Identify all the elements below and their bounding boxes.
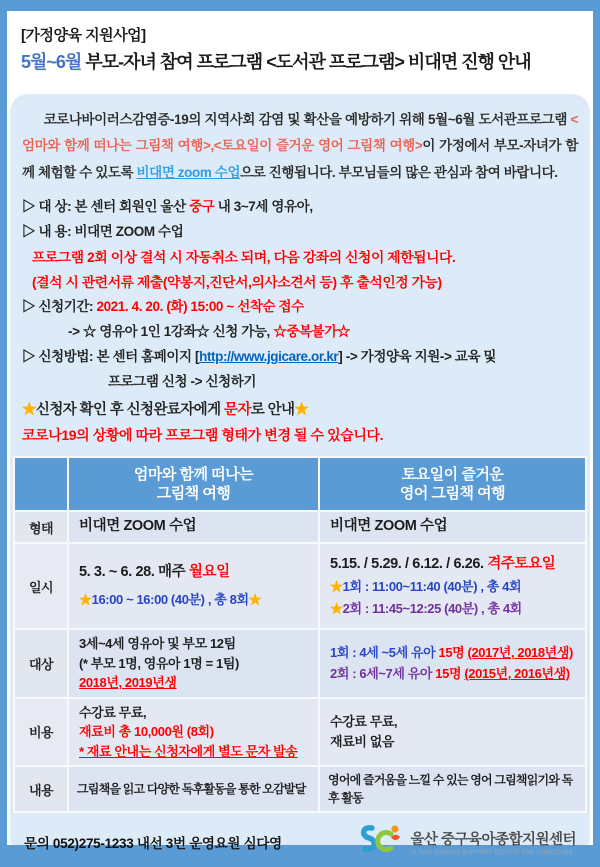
period-value: 2021. 4. 20. (화) 15:00 ~ 선착순 접수	[96, 299, 304, 315]
header-program1	[69, 458, 318, 510]
intro-text-2: 이 가정에서 부모-자녀가 함께 체험할 수 있도록	[22, 138, 578, 180]
program1-title-line1: 엄마와 함께 떠나는	[133, 465, 254, 483]
zoom-class-highlight: 비대면 zoom 수업	[136, 164, 241, 180]
schedule2-date-text: 5.15. / 5.29. / 6.12. / 6.26.	[330, 555, 488, 572]
row-label-schedule: 일시	[15, 544, 67, 628]
detail-target	[22, 195, 578, 220]
category-label: [가정양육 지원사업]	[21, 27, 146, 44]
fee1-line1: 수강료 무료,	[79, 704, 147, 720]
target2-count1: 15명	[438, 644, 468, 660]
title-month-highlight: 5월~6월	[21, 52, 82, 72]
absence-warning-2: (결석 시 관련서류 제출(약봉지,진단서,의사소견서 등) 후 출석인정 가능)	[32, 274, 442, 290]
text-section	[10, 107, 590, 449]
header-program2	[320, 458, 585, 510]
target-suffix: 내 3~7세 영유아,	[214, 198, 313, 214]
center-name-english: ULSAN JUNGGU SUPPORT CENTER FOR CHILDCARE	[410, 849, 574, 856]
program2-title-line1: 토요일이 즐거운	[401, 465, 504, 483]
schedule2-day-highlight: 격주토요일	[487, 555, 556, 572]
method-prefix: ▷ 신청방법: 본 센터 홈페이지 [	[22, 349, 200, 364]
program-names-highlight: <엄마와 함께 떠나는 그림책 여행>,<토요일이 즐거운 영어 그림책 여행>	[22, 112, 578, 154]
center-logo-text	[410, 828, 576, 856]
header-empty-cell	[15, 458, 67, 510]
detail-method	[22, 345, 578, 370]
detail-limit	[22, 320, 578, 345]
intro-text-3: 으로 진행됩니다. 부모님들의 많은 관심과 참여 바랍니다.	[240, 164, 558, 180]
page-title	[21, 48, 583, 74]
intro-paragraph	[22, 107, 578, 186]
schedule2-time1	[330, 577, 577, 597]
program-table	[13, 456, 587, 813]
content-program2: 영어에 즐거움을 느낄 수 있는 영어 그림책읽기와 독후 활동	[320, 767, 585, 811]
center-logo-icon	[358, 821, 404, 862]
fee-program1	[69, 699, 318, 766]
fee1-line2: 재료비 총 10,000원 (8회)	[79, 724, 214, 740]
absence-warning-1: 프로그램 2회 이상 결석 시 자동취소 되며, 다음 강좌의 신청이 제한됩니다.	[32, 249, 456, 265]
footer	[10, 813, 590, 862]
corona-change-notice: 코로나19의 상황에 따라 프로그램 형태가 변경 될 수 있습니다.	[22, 427, 384, 444]
target-prefix: ▷ 대 상: 본 센터 회원인 울산	[22, 198, 190, 214]
details-list	[22, 195, 578, 449]
intro-text-1: 코로나바이러스감염증-19의 지역사회 감염 및 확산을 예방하기 위해 5월~6월 도서관프로그램	[43, 112, 571, 127]
schedule1-day-highlight: 월요일	[188, 564, 230, 581]
star-icon: ★	[22, 401, 36, 418]
target1-birthyears: 2018년, 2019년생	[79, 675, 177, 691]
type-program1: 비대면 ZOOM 수업	[69, 512, 318, 542]
detail-period	[22, 295, 578, 320]
method-suffix: ] -> 가정양육 지원-> 교육 및	[338, 349, 497, 364]
sms-notice	[22, 397, 578, 424]
fee-program2	[320, 699, 585, 766]
row-label-content: 내용	[15, 767, 67, 811]
table-row-schedule	[15, 544, 585, 628]
row-label-target: 대상	[15, 630, 67, 697]
target2-session1: 1회 : 4세 ~5세 유아	[330, 644, 439, 660]
center-logo	[358, 821, 576, 862]
target-district-highlight: 중구	[189, 198, 215, 214]
star-icon: ★	[330, 579, 343, 595]
poster-sheet	[7, 11, 593, 856]
target2-count2: 15명	[435, 666, 465, 682]
target2-birthyears2: (2015년, 2016년생)	[464, 666, 570, 682]
star-icon: ★	[330, 600, 343, 616]
star-icon: ★	[248, 592, 262, 608]
target2-line2	[330, 664, 577, 684]
schedule2-time2-text: 2회 : 11:45~12:25 (40분) , 총 4회	[342, 600, 522, 616]
detail-method-line2: 프로그램 신청 -> 신청하기	[108, 373, 257, 389]
schedule2-dates	[330, 554, 577, 576]
target1-line1: 3세~4세 영유아 및 부모 12팀	[79, 636, 236, 652]
table-header-row	[15, 458, 585, 510]
table-row-fee	[15, 699, 585, 766]
star-icon: ★	[79, 592, 92, 608]
title-block	[7, 11, 593, 74]
type-program2: 비대면 ZOOM 수업	[320, 512, 585, 542]
target-program1	[69, 630, 318, 697]
period-label: ▷ 신청기간:	[22, 299, 97, 315]
table-row-target	[15, 630, 585, 697]
row-label-type: 형태	[15, 512, 67, 542]
table-row-type	[15, 512, 585, 542]
fee2-line1: 수강료 무료,	[330, 714, 398, 730]
schedule-program1	[69, 544, 318, 628]
target2-birthyears1: (2017년, 2018년생)	[467, 644, 573, 660]
schedule1-time-text: 16:00 ~ 16:00 (40분) , 총 8회	[91, 592, 249, 608]
schedule1-dates	[79, 562, 310, 584]
table-row-content	[15, 767, 585, 811]
schedule2-time1-text: 1회 : 11:00~11:40 (40분) , 총 4회	[342, 579, 522, 595]
target-program2	[320, 630, 585, 697]
target2-line1	[330, 643, 577, 663]
center-name-korean: 울산 중구육아종합지원센터	[410, 831, 576, 848]
no-duplicate-highlight: ☆중복불가☆	[273, 324, 350, 340]
program2-title-line2: 영어 그림책 여행	[399, 485, 506, 503]
fee2-line2: 재료비 없음	[330, 733, 395, 749]
schedule-program2	[320, 544, 585, 628]
limit-text: -> ☆ 영유아 1인 1강좌☆ 신청 가능,	[68, 324, 274, 340]
program1-title-line2: 그림책 여행	[156, 485, 231, 503]
notice-text-2: 로 안내	[250, 401, 295, 418]
star-icon: ★	[294, 401, 309, 418]
detail-content: ▷ 내 용: 비대면 ZOOM 수업	[22, 223, 184, 239]
contact-info: 문의 052)275-1233 내선 3번 운영요원 심다영	[24, 835, 282, 851]
schedule2-time2	[330, 599, 577, 619]
title-rest: 부모-자녀 참여 프로그램 <도서관 프로그램> 비대면 진행 안내	[81, 52, 531, 72]
target2-session2: 2회 : 6세~7세 유아	[330, 666, 436, 682]
target1-line2: (* 부모 1명, 영유아 1명 = 1팀)	[79, 655, 239, 671]
content-program1: 그림책을 읽고 다양한 독후활동을 통한 오감발달	[69, 767, 318, 811]
schedule1-time	[79, 590, 310, 610]
content-panel	[10, 94, 590, 856]
row-label-fee: 비용	[15, 699, 67, 766]
homepage-link[interactable]: http://www.jgicare.or.kr	[199, 349, 339, 364]
fee1-line3: * 재료 안내는 신청자에게 별도 문자 발송	[79, 743, 298, 759]
schedule1-date-text: 5. 3. ~ 6. 28. 매주	[79, 564, 189, 581]
sms-highlight: 문자	[223, 401, 251, 418]
notice-text-1: 신청자 확인 후 신청완료자에게	[35, 401, 224, 418]
